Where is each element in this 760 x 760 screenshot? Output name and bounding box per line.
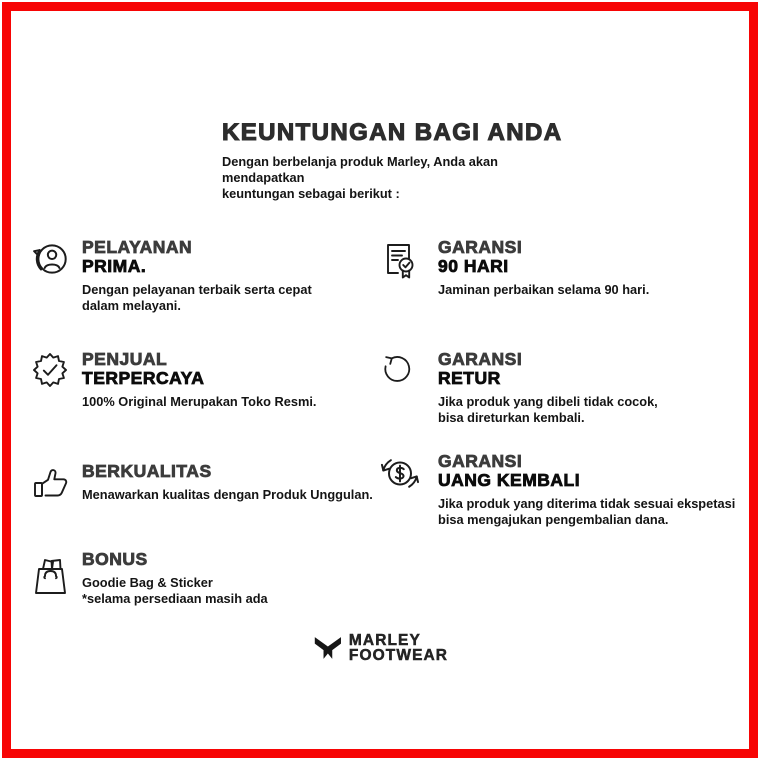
thumbs-up-icon <box>30 464 72 504</box>
brand-name-line1: MARLEY <box>348 632 421 649</box>
page-subtitle-line2: keuntungan sebagai berikut : <box>222 186 400 201</box>
benefit-desc: Dengan pelayanan terbaik serta cepat <box>82 282 312 297</box>
benefit-desc-line2: *selama persediaan masih ada <box>82 591 268 606</box>
benefit-berkualitas <box>30 462 373 504</box>
marley-logo-icon <box>312 633 344 663</box>
certificate-check-icon <box>378 238 420 282</box>
benefit-garansi-90-hari <box>378 238 649 298</box>
benefit-garansi-retur <box>378 350 658 426</box>
benefit-pelayanan-prima <box>30 238 312 314</box>
header <box>222 119 582 202</box>
benefit-title: BONUS <box>82 549 148 569</box>
benefit-garansi-uang-kembali <box>378 452 735 528</box>
benefit-title: GARANSI <box>438 349 523 369</box>
benefit-desc-line2: bisa direturkan kembali. <box>438 410 585 425</box>
brand-logo <box>312 633 448 663</box>
benefit-title: GARANSI <box>438 237 523 257</box>
benefit-title: PELAYANAN <box>82 237 193 257</box>
benefit-title: GARANSI <box>438 451 523 471</box>
benefit-title-line2: TERPERCAYA <box>82 368 205 388</box>
benefit-desc: Jika produk yang dibeli tidak cocok, <box>438 394 658 409</box>
page-subtitle-line1: Dengan berbelanja produk Marley, Anda akan mendapatkan <box>222 154 498 185</box>
benefit-title-line2: UANG KEMBALI <box>438 470 581 490</box>
benefit-desc: Goodie Bag & Sticker <box>82 575 213 590</box>
benefit-desc: Jika produk yang diterima tidak sesuai ekspetasi <box>438 496 736 511</box>
customer-service-icon <box>30 238 72 280</box>
page-title: KEUNTUNGAN BAGI ANDA <box>222 119 563 146</box>
money-back-icon <box>378 452 422 496</box>
benefit-desc-line2: bisa mengajukan pengembalian dana. <box>438 512 669 527</box>
benefit-title: BERKUALITAS <box>82 461 212 481</box>
verified-badge-icon <box>30 350 70 390</box>
benefit-penjual-terpercaya <box>30 350 316 410</box>
benefit-desc: Jaminan perbaikan selama 90 hari. <box>438 282 650 297</box>
benefit-desc: 100% Original Merupakan Toko Resmi. <box>82 394 317 409</box>
brand-name-line2: FOOTWEAR <box>348 647 449 664</box>
return-arrow-icon <box>378 350 416 388</box>
benefit-title-line2: 90 HARI <box>438 256 509 276</box>
benefit-desc-line2: dalam melayani. <box>82 298 181 313</box>
page-subtitle <box>222 154 582 202</box>
benefit-desc: Menawarkan kualitas dengan Produk Unggulan. <box>82 487 373 502</box>
benefit-title: PENJUAL <box>82 349 168 369</box>
benefit-title-line2: RETUR <box>438 368 501 388</box>
shopping-bag-icon <box>30 552 72 598</box>
benefit-title-line2: PRIMA. <box>82 256 147 276</box>
benefit-bonus <box>30 550 268 607</box>
